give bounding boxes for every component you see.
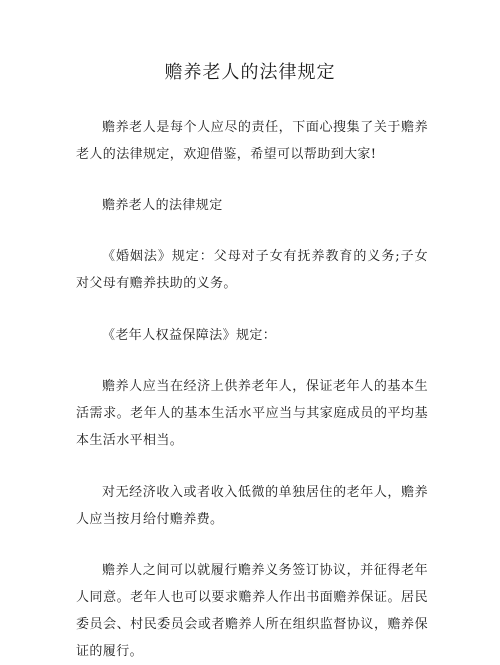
marriage-law-paragraph: 《婚姻法》规定：父母对子女有抚养教育的义务;子女对父母有赡养扶助的义务。 xyxy=(76,249,428,291)
document-title: 赡养老人的法律规定 xyxy=(164,62,336,83)
agreement-paragraph: 赡养人之间可以就履行赡养义务签订协议，并征得老年人同意。老年人也可以要求赡养人作出书面赡养保证。居民委员会、村民委员会或者赡养人所在组织监督协议，赡养保证的履行。 xyxy=(76,563,428,659)
section-heading: 赡养老人的法律规定 xyxy=(102,198,223,213)
intro-paragraph: 赡养老人是每个人应尽的责任，下面心搜集了关于赡养老人的法律规定，欢迎借鉴，希望可以帮助到大家! xyxy=(76,120,428,162)
economic-support-paragraph: 赡养人应当在经济上供养老年人，保证老年人的基本生活需求。老年人的基本生活水平应当与其家庭成员的平均基本生活水平相当。 xyxy=(76,379,428,448)
monthly-payment-paragraph: 对无经济收入或者收入低微的单独居住的老年人，赡养人应当按月给付赡养费。 xyxy=(76,485,428,527)
elderly-rights-law-heading: 《老年人权益保障法》规定： xyxy=(102,328,277,343)
